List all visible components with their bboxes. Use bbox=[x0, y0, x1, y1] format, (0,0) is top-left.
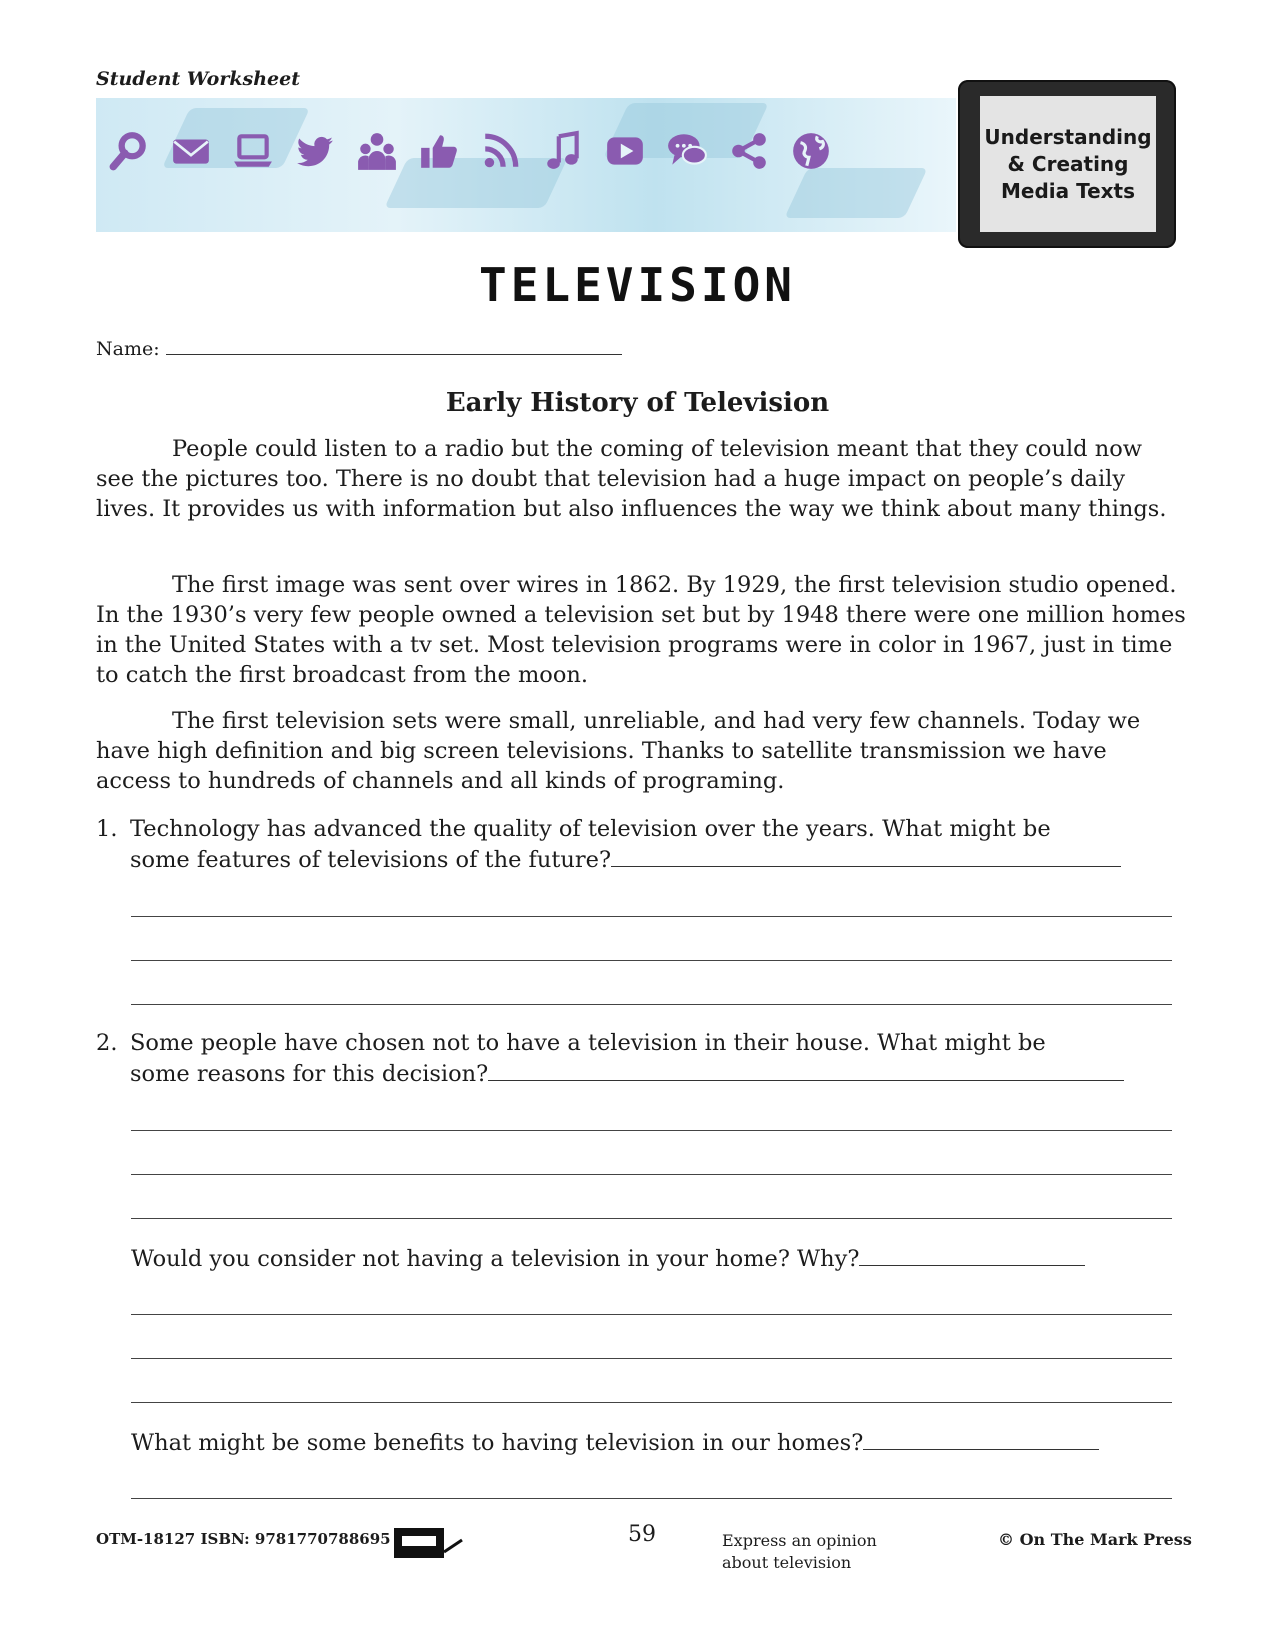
answer-line[interactable] bbox=[131, 1402, 1172, 1403]
objective-line: about television bbox=[722, 1553, 852, 1572]
twitter-bird-icon bbox=[292, 128, 338, 174]
group-icon bbox=[354, 128, 400, 174]
question-2 bbox=[96, 1028, 1176, 1089]
sub-question bbox=[131, 1243, 1085, 1274]
music-note-icon bbox=[540, 128, 586, 174]
answer-field[interactable] bbox=[488, 1058, 1124, 1081]
share-icon bbox=[726, 128, 772, 174]
press-logo-icon bbox=[392, 1522, 464, 1566]
footer-objective bbox=[722, 1530, 877, 1574]
media-icon-banner bbox=[96, 98, 956, 232]
page-title: TELEVISION bbox=[479, 258, 796, 312]
question-number: 2. bbox=[96, 1030, 118, 1056]
answer-line[interactable] bbox=[131, 960, 1172, 961]
worksheet-label: Student Worksheet bbox=[96, 68, 300, 90]
chat-bubbles-icon bbox=[664, 128, 710, 174]
sub-question-text: Would you consider not having a television in your home? Why? bbox=[131, 1246, 860, 1272]
rss-icon bbox=[478, 128, 524, 174]
question-1 bbox=[96, 814, 1176, 875]
paragraph bbox=[96, 570, 1186, 690]
section-heading: Early History of Television bbox=[445, 388, 830, 418]
globe-icon bbox=[788, 128, 834, 174]
name-field[interactable] bbox=[166, 338, 622, 355]
answer-field[interactable] bbox=[859, 1243, 1085, 1266]
laptop-icon bbox=[230, 128, 276, 174]
question-text: some features of televisions of the future? bbox=[130, 847, 612, 873]
paragraph bbox=[96, 706, 1186, 796]
answer-line[interactable] bbox=[131, 1174, 1172, 1175]
copyright: © On The Mark Press bbox=[998, 1530, 1192, 1549]
badge-line: & Creating bbox=[1007, 151, 1129, 176]
mail-icon bbox=[168, 128, 214, 174]
name-label: Name: bbox=[96, 338, 160, 360]
objective-line: Express an opinion bbox=[722, 1531, 877, 1550]
question-number: 1. bbox=[96, 816, 118, 842]
question-text: some reasons for this decision? bbox=[130, 1061, 489, 1087]
answer-field[interactable] bbox=[863, 1427, 1099, 1450]
paragraph bbox=[96, 434, 1186, 524]
answer-field[interactable] bbox=[611, 844, 1121, 867]
badge-line: Media Texts bbox=[1000, 178, 1135, 203]
footer-isbn: OTM-18127 ISBN: 9781770788695 bbox=[96, 1530, 391, 1548]
answer-line[interactable] bbox=[131, 916, 1172, 917]
answer-line[interactable] bbox=[131, 1314, 1172, 1315]
badge-screen bbox=[980, 96, 1156, 232]
name-row bbox=[96, 338, 622, 360]
paragraph-text: People could listen to a radio but the coming of television meant that they could now see the pictures too. There is no doubt that television had a huge impact on people’s daily lives. It provides us with information but also influences the way we think about many things. bbox=[96, 436, 1167, 522]
paragraph-text: The first image was sent over wires in 1862. By 1929, the first television studio opened. In the 1930’s very few people owned a television set but by 1948 there were one million homes in the United States with a tv set. Most television programs were in color in 1967, just in time to catch the first broadcast from the moon. bbox=[96, 572, 1186, 688]
badge-line: Understanding bbox=[984, 124, 1152, 149]
page-number: 59 bbox=[628, 1522, 656, 1547]
answer-line[interactable] bbox=[131, 1004, 1172, 1005]
answer-line[interactable] bbox=[131, 1358, 1172, 1359]
sub-question-text: What might be some benefits to having television in our homes? bbox=[131, 1430, 864, 1456]
search-icon bbox=[106, 128, 152, 174]
question-text: Technology has advanced the quality of television over the years. What might be bbox=[130, 816, 1051, 842]
answer-line[interactable] bbox=[131, 1130, 1172, 1131]
play-icon bbox=[602, 128, 648, 174]
question-text: Some people have chosen not to have a television in their house. What might be bbox=[130, 1030, 1046, 1056]
tablet-badge bbox=[958, 80, 1176, 248]
paragraph-text: The first television sets were small, unreliable, and had very few channels. Today we have high definition and big screen televisions. Thanks to satellite transmission we have access to hundreds of channels and all kinds of programing. bbox=[96, 708, 1141, 794]
answer-line[interactable] bbox=[131, 1218, 1172, 1219]
sub-question bbox=[131, 1427, 1099, 1458]
answer-line[interactable] bbox=[131, 1498, 1172, 1499]
thumbs-up-icon bbox=[416, 128, 462, 174]
